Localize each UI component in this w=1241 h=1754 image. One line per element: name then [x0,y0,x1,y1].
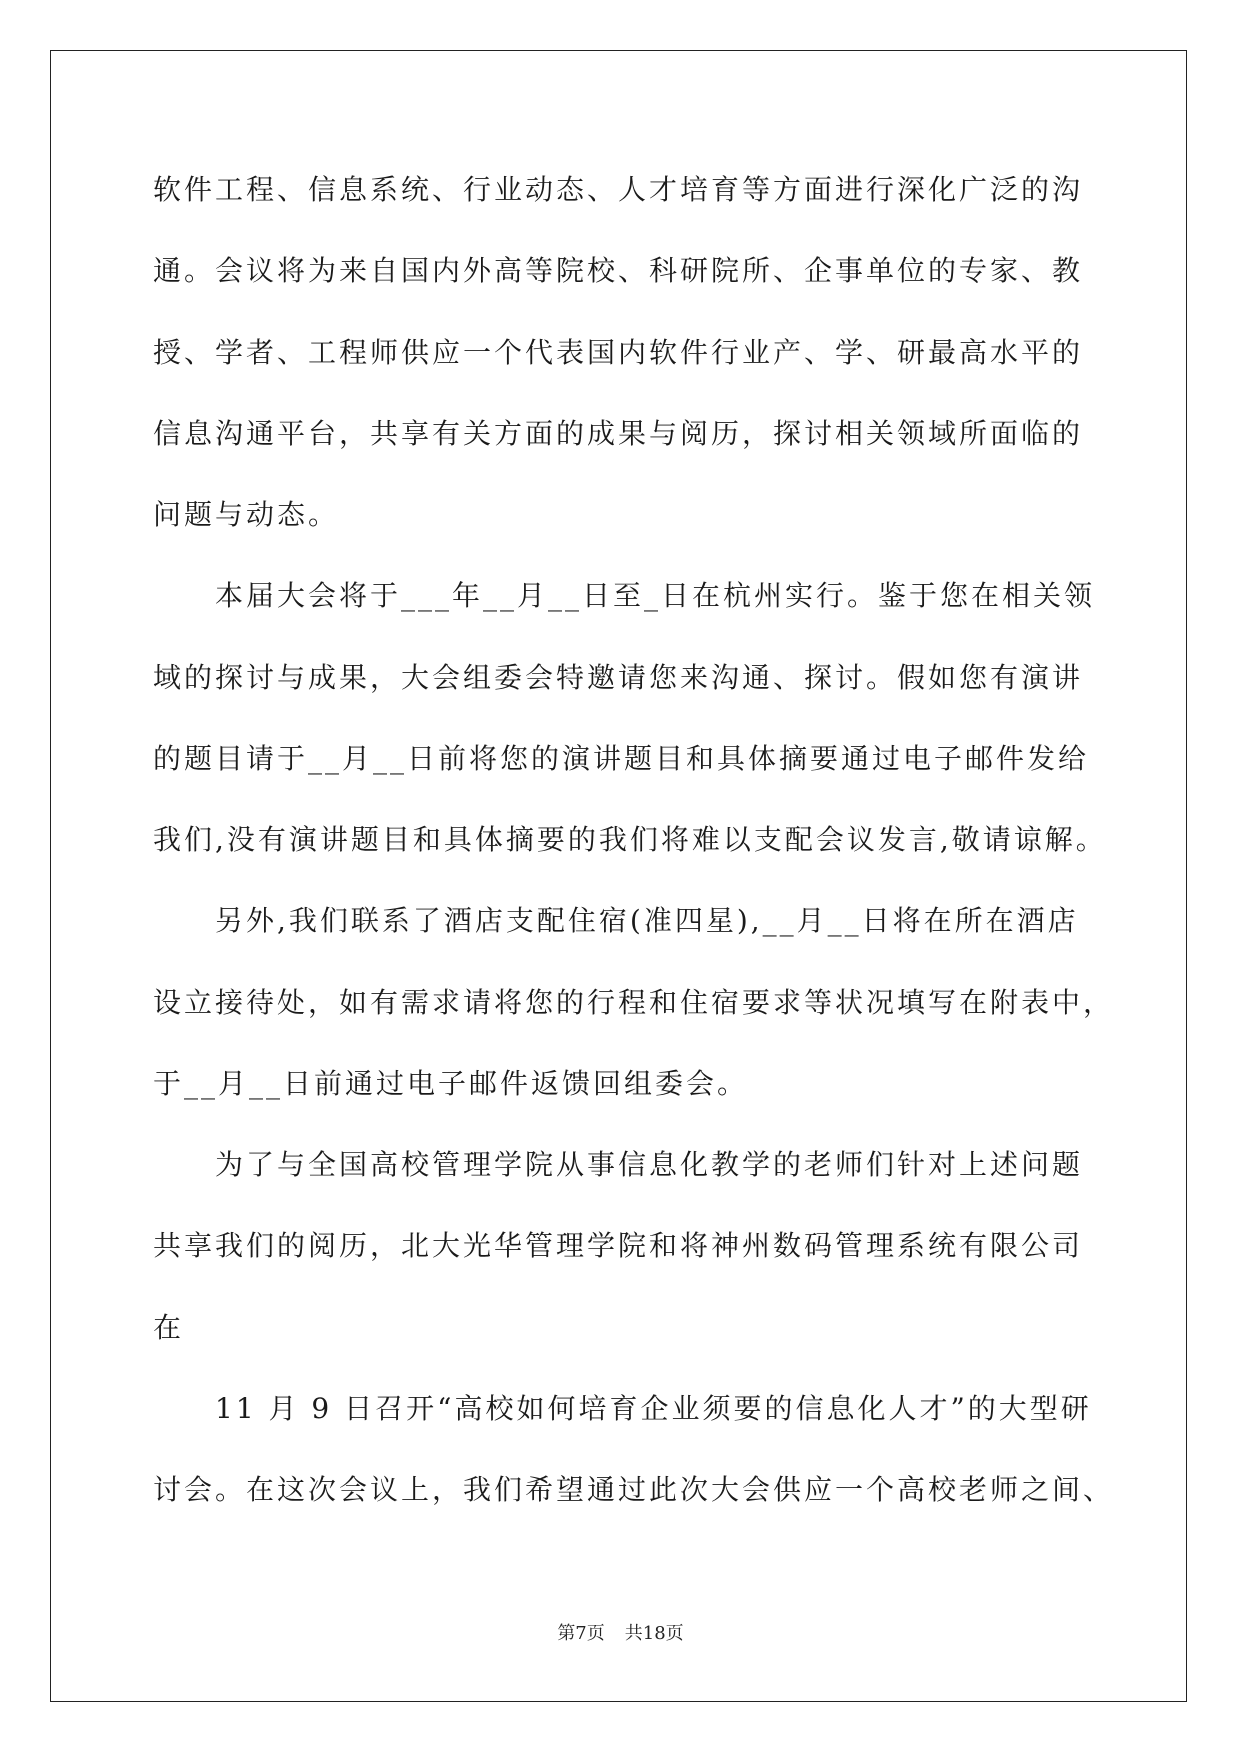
text-line: 本届大会将于___年__月__日至_日在杭州实行。鉴于您在相关领 [215,579,1096,613]
page-number: 第7页 [557,1623,605,1644]
text-line: 软件工程、信息系统、行业动态、人才培育等方面进行深化广泛的沟 [153,173,1084,206]
text-line: 问题与动态。 [153,498,340,531]
text-line: 另外,我们联系了酒店支配住宿(准四星),__月__日将在所在酒店 [215,904,1079,938]
text-line: 域的探讨与成果，大会组委会特邀请您来沟通、探讨。假如您有演讲 [153,660,1084,694]
text-line: 于__月__日前通过电子邮件返馈回组委会。 [153,1066,749,1100]
page-count: 共18页 [624,1623,684,1644]
paragraph [153,1368,1133,1531]
text-line: 信息沟通平台，共享有关方面的成果与阅历，探讨相关领域所面临的 [153,416,1084,450]
text-line: 我们,没有演讲题目和具体摘要的我们将难以支配会议发言,敬请谅解。 [153,823,1107,856]
paragraph [153,149,1133,555]
text-line: 在 [153,1310,185,1344]
paragraph [153,880,1133,1124]
text-line: 设立接待处，如有需求请将您的行程和住宿要求等状况填写在附表中， [153,985,1115,1019]
text-line: 共享我们的阅历，北大光华管理学院和将神州数码管理系统有限公司 [153,1229,1084,1263]
text-line: 讨会。在这次会议上，我们希望通过此次大会供应一个高校老师之间、 [153,1473,1115,1506]
paragraph [153,1124,1133,1368]
document-body [153,149,1133,1530]
text-line: 11 月 9 日召开“高校如何培育企业须要的信息化人才”的大型研 [215,1391,1092,1425]
page-footer [0,1621,1241,1647]
text-line: 为了与全国高校管理学院从事信息化教学的老师们针对上述问题 [215,1148,1084,1181]
paragraph [153,555,1133,880]
text-line: 通。会议将为来自国内外高等院校、科研院所、企事单位的专家、教 [153,254,1084,288]
text-line: 授、学者、工程师供应一个代表国内软件行业产、学、研最高水平的 [153,335,1084,369]
text-line: 的题目请于__月__日前将您的演讲题目和具体摘要通过电子邮件发给 [153,741,1090,775]
